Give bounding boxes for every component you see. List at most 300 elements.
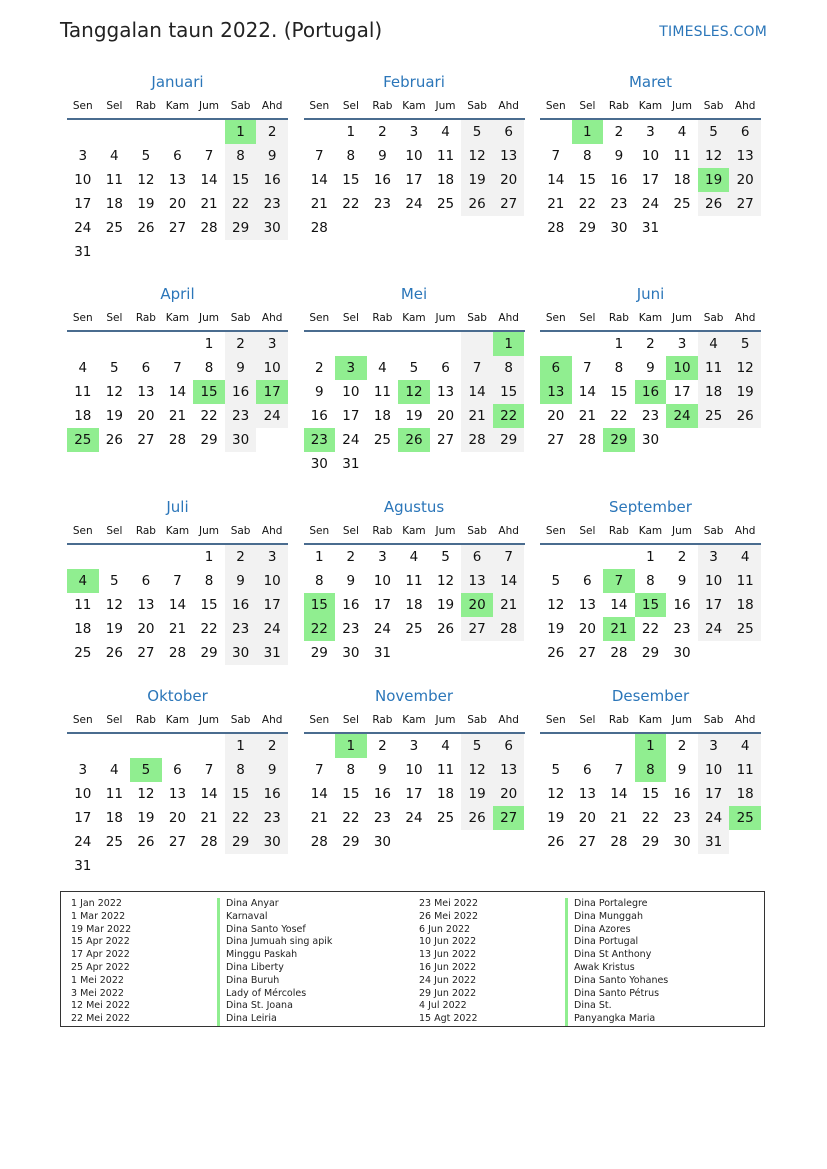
month-juni — [540, 282, 761, 495]
day-empty — [572, 545, 604, 569]
day-cell: 28 — [310, 834, 328, 850]
day-cell: 6 — [461, 545, 493, 569]
day-cell: 22 — [641, 621, 660, 637]
day-cell: 27 — [729, 192, 761, 216]
day-cell: 6 — [493, 734, 525, 758]
months-grid — [67, 70, 761, 873]
day-cell: 27 — [461, 617, 493, 641]
day-cell: 13 — [729, 144, 761, 168]
day-cell: 1 — [493, 332, 525, 356]
day-cell: 9 — [256, 144, 288, 168]
month-oktober — [67, 684, 288, 873]
day-cell: 16 — [310, 408, 328, 424]
day-cell: 7 — [614, 762, 624, 778]
day-cell: 27 — [137, 432, 155, 448]
weekday-label: Rab — [372, 714, 393, 726]
weekday-label: Kam — [402, 714, 426, 726]
holiday-name: Dina Anyar — [217, 898, 423, 911]
day-cell: 22 — [304, 617, 336, 641]
weekday-label: Jum — [435, 312, 456, 324]
weekday-label: Kam — [165, 100, 190, 112]
day-cell: 29 — [578, 220, 596, 236]
weekday-label: Rab — [372, 525, 393, 537]
day-cell: 7 — [204, 762, 214, 778]
holiday-name: Dina St. Joana — [217, 1000, 423, 1013]
holiday-date: 24 Jun 2022 — [419, 974, 477, 986]
day-cell: 24 — [666, 404, 698, 428]
day-cell: 9 — [677, 762, 687, 778]
day-cell: 26 — [137, 220, 155, 236]
weekday-label: Rab — [372, 100, 393, 112]
day-cell: 22 — [493, 404, 525, 428]
day-cell: 9 — [614, 148, 624, 164]
weekday-label: Sen — [309, 100, 330, 112]
day-cell: 28 — [168, 432, 187, 448]
day-cell: 4 — [110, 762, 119, 778]
day-empty — [99, 120, 131, 144]
month-april — [67, 282, 288, 495]
day-empty — [130, 120, 162, 144]
day-cell: 18 — [436, 172, 455, 188]
day-cell: 28 — [610, 645, 628, 661]
holiday-date: 15 Agt 2022 — [419, 1013, 478, 1025]
day-cell: 26 — [461, 192, 493, 216]
day-cell: 18 — [673, 172, 691, 188]
holiday-legend — [60, 891, 765, 1027]
day-cell: 8 — [314, 573, 324, 589]
weekday-label: Rab — [135, 714, 156, 726]
day-empty — [162, 545, 194, 569]
day-cell: 5 — [461, 120, 493, 144]
month-februari — [304, 70, 525, 282]
holiday-date: 3 Mei 2022 — [71, 987, 124, 999]
weekday-label: Sel — [106, 312, 123, 324]
weekday-label: Sel — [342, 100, 359, 112]
holiday-date: 4 Jul 2022 — [419, 1000, 467, 1012]
day-cell: 28 — [547, 220, 565, 236]
day-cell: 9 — [378, 762, 387, 778]
weekday-label: Sen — [309, 312, 330, 324]
day-cell: 17 — [74, 810, 92, 826]
day-empty — [162, 332, 194, 356]
day-empty — [603, 734, 635, 758]
day-cell: 18 — [105, 196, 123, 212]
day-cell: 23 — [610, 196, 628, 212]
day-cell: 18 — [698, 380, 730, 404]
day-cell: 5 — [110, 573, 119, 589]
day-empty — [99, 332, 131, 356]
day-cell: 10 — [405, 148, 423, 164]
day-cell: 5 — [110, 360, 119, 376]
day-cell: 25 — [729, 806, 761, 830]
day-cell: 21 — [493, 593, 525, 617]
holiday-date: 1 Mei 2022 — [71, 974, 124, 986]
day-cell: 21 — [168, 408, 187, 424]
day-cell: 29 — [200, 432, 218, 448]
day-cell: 3 — [78, 762, 88, 778]
weekday-label: Kam — [165, 525, 190, 537]
month-title: Agustus — [383, 498, 445, 516]
day-cell: 28 — [310, 220, 328, 236]
day-cell: 25 — [436, 810, 455, 826]
day-cell: 11 — [729, 569, 761, 593]
day-cell: 29 — [493, 428, 525, 452]
weekday-label: Sab — [467, 312, 487, 324]
weekday-label: Kam — [638, 100, 663, 112]
day-cell: 7 — [173, 360, 182, 376]
day-cell: 31 — [641, 220, 660, 236]
day-cell: 19 — [461, 168, 493, 192]
day-cell: 24 — [373, 621, 391, 637]
day-cell: 11 — [105, 786, 123, 802]
day-cell: 21 — [310, 810, 328, 826]
weekday-label: Kam — [402, 312, 426, 324]
day-cell: 16 — [225, 593, 257, 617]
day-cell: 20 — [137, 621, 155, 637]
day-cell: 29 — [641, 834, 660, 850]
day-cell: 2 — [677, 738, 687, 754]
day-cell: 25 — [373, 432, 391, 448]
weekday-label: Ahd — [734, 714, 756, 726]
day-cell: 10 — [666, 356, 698, 380]
day-cell: 30 — [225, 428, 257, 452]
day-cell: 1 — [225, 120, 257, 144]
day-cell: 15 — [225, 168, 257, 192]
weekday-header — [540, 520, 761, 545]
holiday-date: 19 Mar 2022 — [71, 923, 132, 935]
day-cell: 23 — [256, 806, 288, 830]
day-cell: 24 — [405, 810, 423, 826]
day-cell: 4 — [409, 549, 419, 565]
holiday-date: 25 Apr 2022 — [71, 961, 130, 973]
weekday-label: Sen — [545, 312, 566, 324]
month-november — [304, 684, 525, 873]
day-cell: 23 — [373, 196, 391, 212]
day-cell: 19 — [137, 196, 155, 212]
day-cell: 29 — [641, 645, 660, 661]
month-title: Juli — [166, 498, 189, 516]
weekday-label: Jum — [672, 100, 693, 112]
day-cell: 12 — [461, 758, 493, 782]
holiday-date: 15 Apr 2022 — [71, 936, 130, 948]
day-cell: 12 — [698, 144, 730, 168]
day-cell: 12 — [105, 384, 123, 400]
day-cell: 8 — [346, 762, 356, 778]
day-cell: 31 — [256, 641, 288, 665]
month-juli — [67, 495, 288, 684]
day-cell: 16 — [673, 786, 691, 802]
day-cell: 14 — [461, 380, 493, 404]
day-cell: 8 — [583, 148, 592, 164]
day-cell: 5 — [729, 332, 761, 356]
days-grid — [67, 332, 288, 452]
day-cell: 23 — [641, 408, 660, 424]
day-empty — [67, 332, 99, 356]
day-cell: 19 — [729, 380, 761, 404]
day-cell: 20 — [461, 593, 493, 617]
day-cell: 13 — [461, 569, 493, 593]
day-cell: 28 — [200, 220, 218, 236]
day-cell: 4 — [441, 124, 450, 140]
day-cell: 25 — [729, 617, 761, 641]
day-cell: 26 — [105, 432, 123, 448]
day-cell: 18 — [105, 810, 123, 826]
days-grid — [540, 734, 761, 854]
day-cell: 7 — [461, 356, 493, 380]
day-cell: 18 — [436, 786, 455, 802]
day-cell: 18 — [373, 408, 391, 424]
weekday-label: Sab — [467, 714, 487, 726]
day-cell: 21 — [200, 196, 218, 212]
day-empty — [304, 332, 336, 356]
day-empty — [540, 734, 572, 758]
day-cell: 14 — [610, 786, 628, 802]
weekday-label: Kam — [638, 714, 663, 726]
weekday-label: Sel — [579, 525, 596, 537]
weekday-label: Rab — [135, 312, 156, 324]
day-cell: 27 — [578, 645, 596, 661]
day-cell: 21 — [200, 810, 218, 826]
day-cell: 20 — [578, 810, 596, 826]
days-grid — [67, 120, 288, 264]
day-cell: 13 — [137, 384, 155, 400]
day-cell: 12 — [729, 356, 761, 380]
weekday-label: Ahd — [734, 525, 756, 537]
day-cell: 22 — [610, 408, 628, 424]
day-cell: 19 — [698, 168, 730, 192]
day-cell: 4 — [729, 734, 761, 758]
days-grid — [540, 332, 761, 452]
day-cell: 8 — [204, 573, 214, 589]
day-cell: 13 — [493, 758, 525, 782]
day-cell: 10 — [405, 762, 423, 778]
weekday-label: Ahd — [734, 312, 756, 324]
day-cell: 12 — [105, 597, 123, 613]
days-grid — [67, 734, 288, 878]
day-empty — [304, 120, 336, 144]
site-link[interactable]: TIMESLES.COM — [659, 24, 767, 40]
month-title: Juni — [636, 285, 665, 303]
day-cell: 22 — [342, 196, 360, 212]
weekday-label: Sel — [342, 714, 359, 726]
day-cell: 8 — [225, 144, 257, 168]
holiday-name: Dina St Anthony — [565, 949, 771, 962]
holiday-date: 1 Mar 2022 — [71, 910, 126, 922]
day-cell: 10 — [641, 148, 660, 164]
day-cell: 4 — [110, 148, 119, 164]
month-title: April — [160, 285, 195, 303]
weekday-label: Ahd — [261, 525, 283, 537]
day-cell: 29 — [603, 428, 635, 452]
weekday-label: Sab — [230, 714, 251, 726]
holiday-name: Dina Leiria — [217, 1013, 423, 1026]
day-cell: 23 — [225, 404, 257, 428]
day-cell: 28 — [200, 834, 218, 850]
day-cell: 16 — [373, 786, 391, 802]
weekday-label: Kam — [402, 525, 426, 537]
day-cell: 9 — [256, 758, 288, 782]
weekday-label: Sab — [703, 312, 724, 324]
day-cell: 16 — [225, 380, 257, 404]
holiday-name: Dina Jumuah sing apik — [217, 936, 423, 949]
day-empty — [398, 332, 430, 356]
day-cell: 16 — [373, 172, 391, 188]
day-cell: 20 — [436, 408, 455, 424]
holiday-date: 17 Apr 2022 — [71, 949, 130, 961]
day-cell: 3 — [78, 148, 88, 164]
holiday-name: Dina Santo Yohanes — [565, 975, 771, 988]
day-cell: 29 — [200, 645, 218, 661]
day-cell: 1 — [572, 120, 604, 144]
day-cell: 3 — [646, 124, 655, 140]
weekday-label: Sab — [467, 100, 487, 112]
day-cell: 9 — [646, 360, 655, 376]
day-cell: 5 — [441, 549, 450, 565]
day-cell: 1 — [614, 336, 624, 352]
day-cell: 5 — [141, 148, 151, 164]
day-cell: 23 — [342, 621, 360, 637]
day-cell: 15 — [200, 597, 218, 613]
holiday-name: Awak Kristus — [565, 962, 771, 975]
day-cell: 31 — [74, 244, 92, 260]
weekday-label: Sel — [106, 525, 123, 537]
day-cell: 15 — [193, 380, 225, 404]
day-cell: 3 — [335, 356, 367, 380]
weekday-label: Sel — [106, 100, 123, 112]
day-cell: 2 — [646, 336, 655, 352]
day-cell: 4 — [677, 124, 687, 140]
weekday-label: Sel — [106, 714, 123, 726]
day-cell: 1 — [346, 124, 356, 140]
day-cell: 11 — [436, 148, 455, 164]
weekday-label: Ahd — [261, 312, 283, 324]
day-cell: 12 — [547, 597, 565, 613]
day-cell: 9 — [225, 356, 257, 380]
weekday-label: Ahd — [498, 714, 519, 726]
day-cell: 24 — [256, 617, 288, 641]
days-grid — [304, 734, 525, 854]
weekday-label: Ahd — [498, 312, 519, 324]
weekday-label: Sen — [72, 714, 93, 726]
month-title: September — [609, 498, 692, 516]
day-cell: 17 — [698, 782, 730, 806]
holiday-name: Lady of Mércoles — [217, 988, 423, 1001]
day-cell: 17 — [256, 593, 288, 617]
day-cell: 8 — [225, 758, 257, 782]
day-cell: 14 — [493, 569, 525, 593]
day-empty — [193, 734, 225, 758]
day-cell: 26 — [729, 404, 761, 428]
day-cell: 3 — [409, 124, 419, 140]
day-empty — [162, 734, 194, 758]
weekday-header — [304, 95, 525, 120]
day-cell: 23 — [673, 810, 691, 826]
weekday-label: Jum — [672, 525, 693, 537]
day-empty — [540, 545, 572, 569]
day-cell: 17 — [256, 380, 288, 404]
weekday-label: Sen — [545, 525, 566, 537]
month-mei — [304, 282, 525, 495]
day-cell: 2 — [256, 120, 288, 144]
day-cell: 7 — [603, 569, 635, 593]
day-cell: 30 — [256, 830, 288, 854]
day-cell: 15 — [304, 593, 336, 617]
day-empty — [572, 332, 604, 356]
day-cell: 2 — [225, 545, 257, 569]
day-cell: 15 — [578, 172, 596, 188]
day-cell: 2 — [256, 734, 288, 758]
day-empty — [304, 734, 336, 758]
weekday-header — [67, 307, 288, 332]
days-grid — [304, 120, 525, 240]
day-cell: 1 — [225, 734, 257, 758]
day-cell: 2 — [314, 360, 324, 376]
weekday-label: Jum — [435, 525, 456, 537]
day-cell: 8 — [614, 360, 624, 376]
holiday-name: Karnaval — [217, 911, 423, 924]
weekday-label: Rab — [608, 312, 629, 324]
day-cell: 13 — [578, 597, 596, 613]
day-cell: 17 — [373, 597, 391, 613]
holiday-date: 29 Jun 2022 — [419, 987, 477, 999]
day-cell: 20 — [493, 782, 525, 806]
day-cell: 4 — [78, 360, 88, 376]
day-cell: 30 — [641, 432, 660, 448]
day-cell: 24 — [74, 834, 92, 850]
day-cell: 6 — [173, 762, 182, 778]
day-cell: 31 — [698, 830, 730, 854]
day-cell: 30 — [342, 645, 360, 661]
days-grid — [304, 332, 525, 476]
day-cell: 30 — [310, 456, 328, 472]
day-cell: 17 — [342, 408, 360, 424]
day-cell: 14 — [310, 786, 328, 802]
day-cell: 11 — [698, 356, 730, 380]
day-cell: 15 — [342, 786, 360, 802]
day-cell: 6 — [540, 356, 572, 380]
day-empty — [461, 332, 493, 356]
weekday-label: Sab — [230, 525, 251, 537]
day-cell: 6 — [729, 120, 761, 144]
holiday-date: 16 Jun 2022 — [419, 961, 477, 973]
weekday-label: Jum — [199, 312, 220, 324]
day-cell: 14 — [610, 597, 628, 613]
holiday-name: Dina Munggah — [565, 911, 771, 924]
weekday-label: Ahd — [261, 714, 283, 726]
day-cell: 24 — [256, 404, 288, 428]
day-cell: 10 — [74, 786, 92, 802]
day-cell: 20 — [547, 408, 565, 424]
weekday-label: Rab — [135, 100, 156, 112]
day-cell: 3 — [378, 549, 387, 565]
day-cell: 31 — [373, 645, 391, 661]
month-desember — [540, 684, 761, 873]
day-cell: 5 — [698, 120, 730, 144]
day-cell: 27 — [436, 432, 455, 448]
day-cell: 3 — [409, 738, 419, 754]
day-cell: 24 — [698, 806, 730, 830]
weekday-label: Kam — [402, 100, 426, 112]
holiday-name: Panyangka Maria — [565, 1013, 771, 1026]
holiday-name: Minggu Paskah — [217, 949, 423, 962]
day-cell: 8 — [646, 573, 655, 589]
weekday-label: Kam — [638, 525, 663, 537]
day-empty — [603, 545, 635, 569]
day-cell: 25 — [436, 196, 455, 212]
day-cell: 24 — [641, 196, 660, 212]
holiday-date: 22 Mei 2022 — [71, 1013, 130, 1025]
day-cell: 12 — [137, 172, 155, 188]
